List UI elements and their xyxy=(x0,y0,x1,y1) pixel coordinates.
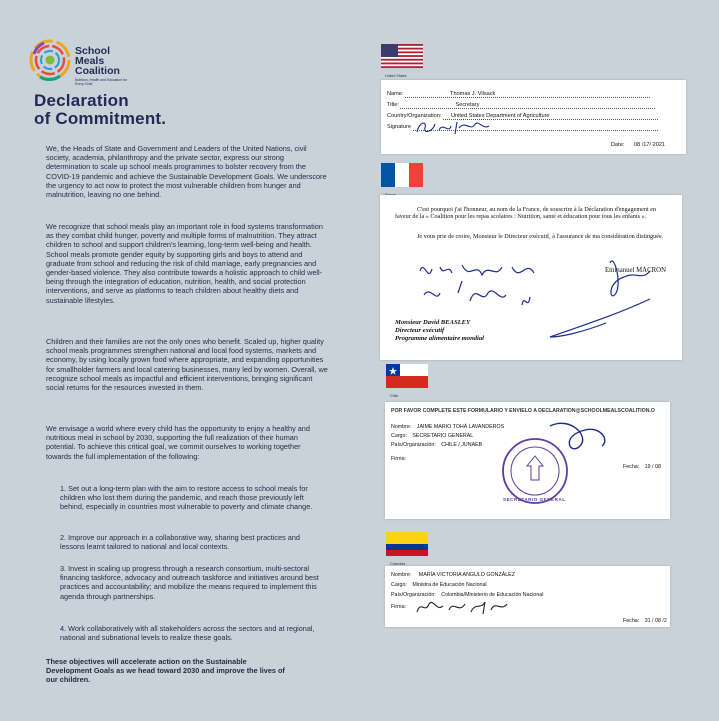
us-flag-icon xyxy=(381,44,423,68)
logo-tagline: Nutrition, Health and Education for Every Child xyxy=(75,78,127,86)
paragraph-4: We envisage a world where every child has the opportunity to enjoy a healthy and nutritious meal in school by 2030, supporting the full realization of their human potential. To achieve this critical goal, we commit ourselves to working together towards the full implementation of the following: xyxy=(46,424,310,461)
commitment-item-1: 1. Set out a long-term plan with the aim to restore access to school meals for children who lost them during the pandemic, and reach those previously left behind, especially in countries most vulnerable to poverty and climate change. xyxy=(60,484,313,512)
logo-line-2: Meals xyxy=(75,55,105,67)
paragraph-3: Children and their families are not the only ones who benefit. Scaled up, higher quality school meals programmes strengthen national and local food systems, markets and economy, by using locally grown food where appropriate, and expanding opportunities for smallholder farmers and local catering businesses, many led by women. Overall, we recognize school meals as impactful and efficient interventions, bringing significant social returns for the resources invested in them. xyxy=(46,337,328,393)
flag-chile xyxy=(386,364,428,398)
colombia-pais-value: Colombia/Ministerio de Educación Nacional xyxy=(441,592,544,598)
us-country-value: United States Department of Agriculture xyxy=(443,113,658,120)
flag-united-states xyxy=(381,44,423,78)
closing-statement: These objectives will accelerate action on the Sustainable Development Goals as we head toward 2030 and improve the lives of our children. xyxy=(46,657,285,685)
us-date-value: 08 /17/ 2021 xyxy=(633,142,666,148)
page-title xyxy=(34,92,166,128)
colombia-pais-row: País/Organización: Colombia/Ministerio de Educación Nacional xyxy=(391,592,544,598)
us-name-row: Name: Thomas J. Vilsack xyxy=(387,91,677,98)
us-date-row: Date: 08 /17/ 2021 xyxy=(611,142,666,148)
commitment-item-4: 4. Work collaboratively with all stakeholders across the sectors and at regional, national and subnational levels to realize these goals. xyxy=(60,624,315,643)
france-text-1: C'est pourquoi j'ai l'honneur, au nom de la France, de souscrire à la Déclaration d'engagement en faveur de la « Coalition pour les repas scolaires : Nutrition, santé et éducation pour tous les enfants ». xyxy=(395,206,657,221)
chile-firma-row: Firma: xyxy=(391,456,407,462)
chile-cargo-row: Cargo: SECRETARIO GENERAL xyxy=(391,433,474,439)
colombia-firma-row: Firma: xyxy=(391,604,407,610)
colombia-cargo-value: Ministra de Educación Nacional xyxy=(412,582,487,588)
colombia-handwritten-signature xyxy=(413,596,513,618)
france-recipient-org: Programme alimentaire mondial xyxy=(395,335,485,342)
chile-flag-icon xyxy=(386,364,428,388)
logo-wordmark xyxy=(75,46,120,76)
us-flag-label: United States xyxy=(385,74,407,78)
us-handwritten-signature xyxy=(413,118,503,138)
colombia-fecha-row: Fecha: 31 / 08 /2 xyxy=(623,618,667,624)
school-meals-coalition-logo xyxy=(28,38,148,90)
colombia-cargo-row: Cargo: Ministra de Educación Nacional xyxy=(391,582,487,588)
chile-fecha-row: Fecha: 19 / 08 xyxy=(623,464,661,470)
chile-form-header: POR FAVOR COMPLETE ESTE FORMULARIO Y ENVÍELO A DECLARATION@SCHOOLMEALSCOALITION.O xyxy=(391,408,655,414)
flag-colombia xyxy=(386,532,428,566)
us-signature-row: Signature xyxy=(387,124,677,131)
commitment-item-3: 3. Invest in scaling up progress through a research consortium, multi-sectoral financing taskforce, advocacy and outreach taskforce and initiatives around best practices and accountability; and mobilize the means required to implement this agenda through partnerships. xyxy=(60,564,319,601)
us-title-row: Title: Secretary xyxy=(387,102,677,109)
colombia-name-value: MARÍA VICTORIA ANGULO GONZÁLEZ xyxy=(418,572,515,578)
chile-flag-label: Chile xyxy=(390,394,399,398)
paragraph-1: We, the Heads of State and Government and Leaders of the United Nations, civil society, academia, philanthropy and the private sector, express our strong determination to scale up school meals programmes to bolster recovery from the COVID-19 pandemic and achieve the Sustainable Development Goals. We underscore the urgency to act now to protect the most vulnerable children from hunger and malnutrition, leaving no one behind. xyxy=(46,144,327,200)
commitment-item-2: 2. Improve our approach in a collaborative way, sharing best practices and lessons learnt tailored to national and local contexts. xyxy=(60,533,300,552)
chile-cargo-value: SECRETARIO GENERAL xyxy=(412,433,474,439)
chile-pais-value: CHILE / JUNAEB xyxy=(441,442,483,448)
colombia-fecha-value: 31 / 08 /2 xyxy=(644,618,667,624)
coalition-logo-icon xyxy=(28,38,72,82)
chile-signature-form xyxy=(385,402,670,519)
logo-line-3: Coalition xyxy=(75,65,120,77)
chile-stamp-text: SECRETARIO GENERAL xyxy=(503,497,566,502)
france-letter xyxy=(380,195,682,360)
us-title-value: Secretary xyxy=(400,102,655,109)
chile-pais-row: País/Organización: CHILE / JUNAEB xyxy=(391,442,483,448)
chile-name-value: JAIME MARIO TOHÁ LAVANDEROS xyxy=(416,424,505,430)
colombia-signature-form xyxy=(385,566,670,627)
france-text-2: Je vous prie de croire, Monsieur le Directeur exécutif, à l'assurance de ma considération distinguée. xyxy=(417,233,664,240)
logo-line-1: School xyxy=(75,45,111,57)
flag-france xyxy=(381,163,423,197)
colombia-flag-icon xyxy=(386,532,428,556)
title-line-2: of Commitment. xyxy=(34,109,167,128)
paragraph-2: We recognize that school meals play an important role in food systems transformation as they combat child hunger, poverty and multiple forms of malnutrition. They attract children to school and support children's learning, long-term well-being and health. School meals promote gender equity by supporting girls and boys to attend and graduate from school and reducing the risk of child marriage, early pregnancies and gender-based violence. They also contribute towards a holistic approach to child well-being through the integration of education, nutrition, health, and social protection interventions, and serve as platforms to teach children about healthy diets and sustainable lifestyles. xyxy=(46,222,323,305)
colombia-flag-label: Colombia xyxy=(390,562,406,566)
title-line-1: Declaration xyxy=(34,91,129,110)
chile-fecha-value: 19 / 08 xyxy=(644,464,661,470)
chile-name-row: Nombre: JAIME MARIO TOHÁ LAVANDEROS xyxy=(391,424,505,430)
us-country-row: Country/Organization: United States Department of Agriculture xyxy=(387,113,677,120)
us-name-value: Thomas J. Vilsack xyxy=(405,91,650,98)
france-recipient-title: Directeur exécutif xyxy=(395,327,445,334)
us-signature-form xyxy=(381,80,686,154)
colombia-name-row: Nombre: MARÍA VICTORIA ANGULO GONZÁLEZ xyxy=(391,572,515,578)
france-flag-icon xyxy=(381,163,423,187)
france-signer-name: Emmanuel MACRON xyxy=(605,267,666,274)
france-handwritten-signature xyxy=(410,253,670,343)
france-recipient-name: Monsieur David BEASLEY xyxy=(395,319,471,326)
